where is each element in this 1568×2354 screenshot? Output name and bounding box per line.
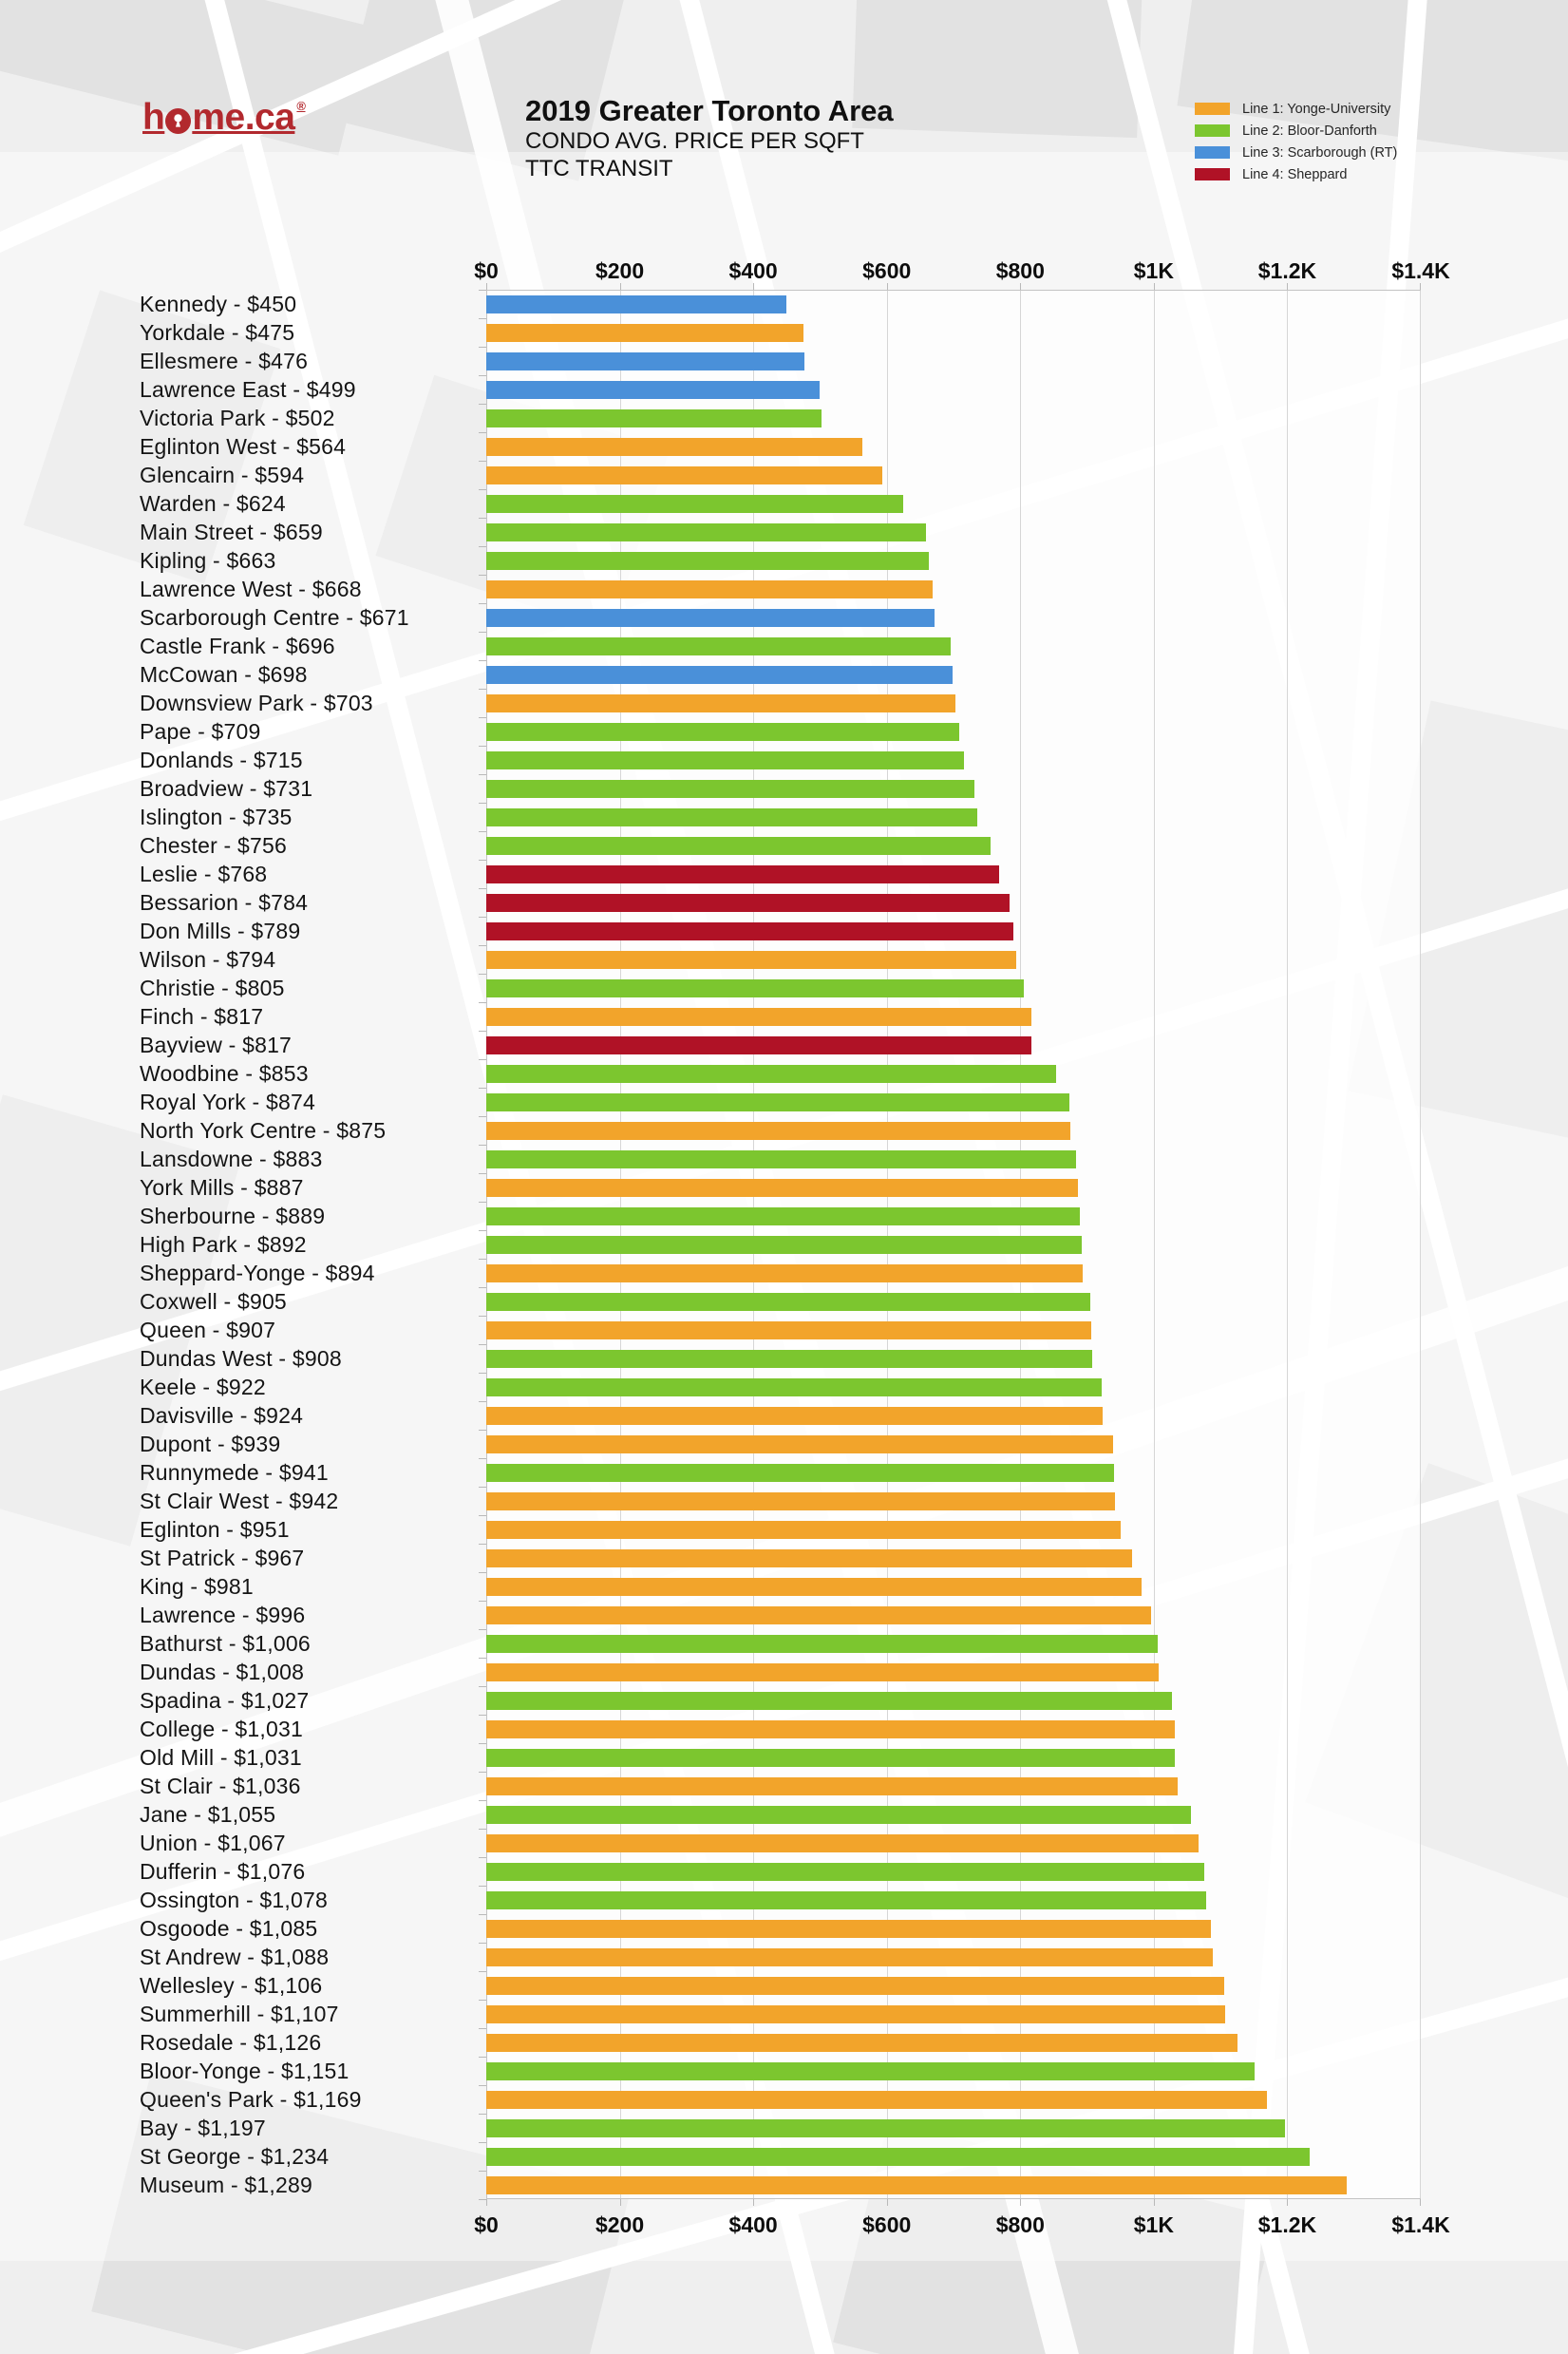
- price-bar: [486, 808, 977, 826]
- station-labels-column: [140, 290, 486, 2199]
- gridline: [1287, 290, 1288, 2199]
- tick-mark-left: [479, 575, 486, 576]
- price-bar: [486, 979, 1024, 997]
- chart-title: 2019 Greater Toronto Area: [525, 94, 894, 127]
- axis-tick-label: $1K: [1133, 258, 1174, 283]
- tick-mark-top: [486, 283, 487, 290]
- legend-swatch-line2: [1195, 124, 1230, 137]
- price-bar: [486, 1293, 1090, 1311]
- price-bar: [486, 609, 935, 627]
- axis-tick-label: $400: [728, 2212, 778, 2237]
- legend-label: Line 2: Bloor-Danforth: [1242, 123, 1377, 139]
- price-bar: [486, 1863, 1204, 1881]
- price-bar: [486, 637, 951, 655]
- station-label: Don Mills - $789: [140, 919, 301, 943]
- tick-mark-left: [479, 432, 486, 433]
- tick-mark-left: [479, 1116, 486, 1117]
- tick-mark-left: [479, 1059, 486, 1060]
- axis-tick-label: $600: [862, 2212, 912, 2237]
- tick-mark-left: [479, 660, 486, 661]
- tick-mark-left: [479, 1943, 486, 1944]
- price-bar: [486, 865, 999, 883]
- station-label: Pape - $709: [140, 719, 261, 744]
- tick-mark-left: [479, 1373, 486, 1374]
- station-label: Castle Frank - $696: [140, 634, 335, 658]
- station-label: Dupont - $939: [140, 1432, 281, 1456]
- station-label: Yorkdale - $475: [140, 320, 295, 345]
- tick-mark-top: [887, 283, 888, 290]
- tick-mark-left: [479, 1344, 486, 1345]
- tick-mark-left: [479, 1316, 486, 1317]
- station-label: Dundas West - $908: [140, 1346, 342, 1371]
- station-label: McCowan - $698: [140, 662, 308, 687]
- tick-mark-top: [1020, 283, 1021, 290]
- price-bar: [486, 2176, 1347, 2194]
- station-label: Museum - $1,289: [140, 2173, 312, 2197]
- top-spine: [486, 290, 1421, 291]
- station-label: Union - $1,067: [140, 1831, 286, 1855]
- price-bar: [486, 666, 953, 684]
- price-bar: [486, 1834, 1199, 1852]
- station-label: Queen - $907: [140, 1318, 276, 1342]
- axis-tick-label: $800: [995, 2212, 1045, 2237]
- tick-mark-left: [479, 1458, 486, 1459]
- tick-mark-left: [479, 1886, 486, 1887]
- station-label: Kipling - $663: [140, 548, 276, 573]
- price-bar: [486, 723, 959, 741]
- price-bar: [486, 922, 1013, 940]
- station-label: Davisville - $924: [140, 1403, 304, 1428]
- price-bar: [486, 894, 1010, 912]
- station-label: Dufferin - $1,076: [140, 1859, 306, 1884]
- tick-mark-left: [479, 1658, 486, 1659]
- station-label: Lansdowne - $883: [140, 1147, 323, 1171]
- station-label: St Clair West - $942: [140, 1489, 339, 1513]
- station-label: Donlands - $715: [140, 748, 303, 772]
- price-bar: [486, 1806, 1191, 1824]
- tick-mark-left: [479, 1088, 486, 1089]
- station-label: Eglinton - $951: [140, 1517, 290, 1542]
- price-bar: [486, 438, 862, 456]
- tick-mark-left: [479, 1487, 486, 1488]
- tick-mark-left: [479, 1743, 486, 1744]
- chart-subtitle-2: TTC TRANSIT: [525, 156, 673, 181]
- legend-swatch-line4: [1195, 168, 1230, 180]
- tick-mark-left: [479, 1829, 486, 1830]
- logo-text-suffix: me.ca: [192, 97, 295, 138]
- tick-mark-left: [479, 290, 486, 291]
- tick-mark-left: [479, 1259, 486, 1260]
- station-label: High Park - $892: [140, 1232, 307, 1257]
- axis-tick-label: $1.2K: [1257, 2212, 1317, 2237]
- price-bar: [486, 1977, 1224, 1995]
- registered-mark: ®: [296, 99, 306, 113]
- tick-mark-left: [479, 917, 486, 918]
- axis-tick-label: $1.2K: [1257, 258, 1317, 283]
- tick-mark-left: [479, 2057, 486, 2058]
- station-label: Lawrence West - $668: [140, 577, 362, 601]
- tick-mark-left: [479, 546, 486, 547]
- tick-mark-left: [479, 1686, 486, 1687]
- station-label: York Mills - $887: [140, 1175, 304, 1200]
- station-label: Jane - $1,055: [140, 1802, 276, 1827]
- price-bar: [486, 352, 804, 370]
- tick-mark-top: [753, 283, 754, 290]
- price-bar: [486, 2062, 1255, 2080]
- tick-mark-left: [479, 1145, 486, 1146]
- station-label: Main Street - $659: [140, 520, 323, 544]
- tick-mark-left: [479, 1629, 486, 1630]
- tick-mark-left: [479, 1544, 486, 1545]
- price-bar: [486, 2091, 1267, 2109]
- tick-mark-left: [479, 489, 486, 490]
- tick-mark-left: [479, 1515, 486, 1516]
- price-bar: [486, 1492, 1115, 1510]
- tick-mark-top: [1420, 283, 1421, 290]
- price-bar: [486, 1549, 1132, 1567]
- tick-mark-left: [479, 774, 486, 775]
- price-bar: [486, 1749, 1175, 1767]
- price-bar: [486, 1407, 1103, 1425]
- station-label: Keele - $922: [140, 1375, 266, 1399]
- station-label: King - $981: [140, 1574, 254, 1599]
- tick-mark-left: [479, 2085, 486, 2086]
- price-bar: [486, 1578, 1142, 1596]
- legend-label: Line 1: Yonge-University: [1242, 101, 1391, 117]
- price-bar: [486, 1920, 1211, 1938]
- station-label: Wellesley - $1,106: [140, 1973, 323, 1998]
- station-label: St George - $1,234: [140, 2144, 330, 2169]
- price-bar: [486, 751, 964, 769]
- price-bar: [486, 1065, 1056, 1083]
- price-bar: [486, 1350, 1092, 1368]
- axis-tick-label: $0: [474, 2212, 499, 2237]
- x-axis-top: [474, 256, 1450, 290]
- price-bar: [486, 495, 903, 513]
- tick-mark-left: [479, 717, 486, 718]
- station-label: Queen's Park - $1,169: [140, 2087, 362, 2112]
- axis-tick-label: $0: [474, 258, 499, 283]
- station-label: Eglinton West - $564: [140, 434, 347, 459]
- tick-mark-left: [479, 1914, 486, 1915]
- tick-mark-left: [479, 888, 486, 889]
- price-bar: [486, 1321, 1091, 1339]
- tick-mark-left: [479, 1772, 486, 1773]
- station-label: Bayview - $817: [140, 1033, 293, 1057]
- gridline: [1420, 290, 1421, 2199]
- tick-mark-left: [479, 831, 486, 832]
- price-bar: [486, 1150, 1076, 1168]
- price-bar: [486, 409, 822, 427]
- station-label: Bay - $1,197: [140, 2116, 266, 2140]
- station-label: Finch - $817: [140, 1004, 264, 1029]
- logo-keyhole-icon: [165, 108, 191, 134]
- tick-mark-left: [479, 318, 486, 319]
- station-label: Victoria Park - $502: [140, 406, 335, 430]
- legend-swatch-line3: [1195, 146, 1230, 159]
- legend-label: Line 4: Sheppard: [1242, 166, 1348, 182]
- station-label: Runnymede - $941: [140, 1460, 329, 1485]
- tick-mark-left: [479, 1430, 486, 1431]
- price-bar: [486, 1948, 1213, 1966]
- station-label: Sheppard-Yonge - $894: [140, 1261, 375, 1285]
- station-label: Spadina - $1,027: [140, 1688, 310, 1713]
- tick-mark-left: [479, 1971, 486, 1972]
- axis-tick-label: $200: [595, 258, 645, 283]
- tick-mark-left: [479, 1572, 486, 1573]
- station-label: Scarborough Centre - $671: [140, 605, 409, 630]
- station-label: Bathurst - $1,006: [140, 1631, 311, 1656]
- tick-mark-left: [479, 1173, 486, 1174]
- station-label: Royal York - $874: [140, 1090, 315, 1114]
- station-label: Leslie - $768: [140, 862, 268, 886]
- tick-mark-left: [479, 2142, 486, 2143]
- station-label: Wilson - $794: [140, 947, 276, 972]
- tick-mark-left: [479, 2171, 486, 2172]
- station-label: Christie - $805: [140, 976, 285, 1000]
- tick-mark-left: [479, 1800, 486, 1801]
- price-bar: [486, 951, 1016, 969]
- logo-text-prefix: h: [142, 97, 165, 138]
- plot-area: [486, 290, 1421, 2199]
- price-bar: [486, 1122, 1070, 1140]
- station-label: Sherbourne - $889: [140, 1204, 326, 1228]
- tick-mark-left: [479, 1857, 486, 1858]
- legend-item: [1195, 142, 1397, 163]
- tick-mark-top: [620, 283, 621, 290]
- station-label: Dundas - $1,008: [140, 1660, 305, 1684]
- price-bar: [486, 1207, 1080, 1225]
- homeca-logo[interactable]: [142, 89, 306, 146]
- price-bar: [486, 1663, 1159, 1681]
- price-bar: [486, 2034, 1237, 2052]
- tick-mark-left: [479, 461, 486, 462]
- price-bar: [486, 2119, 1285, 2137]
- gridline: [1154, 290, 1155, 2199]
- price-bar: [486, 694, 955, 712]
- station-label: Broadview - $731: [140, 776, 313, 801]
- station-label: Lawrence - $996: [140, 1603, 306, 1627]
- price-bar: [486, 2148, 1310, 2166]
- tick-mark-left: [479, 2000, 486, 2001]
- station-label: Coxwell - $905: [140, 1289, 287, 1314]
- station-label: Woodbine - $853: [140, 1061, 309, 1086]
- price-bar: [486, 1635, 1158, 1653]
- station-label: Ossington - $1,078: [140, 1888, 328, 1912]
- station-label: Downsview Park - $703: [140, 691, 373, 715]
- station-label: St Clair - $1,036: [140, 1774, 301, 1798]
- tick-mark-left: [479, 404, 486, 405]
- price-bar: [486, 1008, 1031, 1026]
- tick-mark-left: [479, 2199, 486, 2200]
- price-bar: [486, 1179, 1078, 1197]
- tick-mark-left: [479, 2028, 486, 2029]
- price-bar: [486, 1891, 1206, 1909]
- tick-mark-left: [479, 518, 486, 519]
- tick-mark-left: [479, 945, 486, 946]
- axis-tick-label: $800: [995, 258, 1045, 283]
- price-bar: [486, 1521, 1121, 1539]
- tick-mark-left: [479, 375, 486, 376]
- station-label: Chester - $756: [140, 833, 287, 858]
- station-label: Osgoode - $1,085: [140, 1916, 318, 1941]
- price-bar: [486, 1036, 1031, 1054]
- axis-tick-label: $1K: [1133, 2212, 1174, 2237]
- tick-mark-left: [479, 689, 486, 690]
- tick-mark-left: [479, 1601, 486, 1602]
- price-bar: [486, 1606, 1151, 1624]
- legend-label: Line 3: Scarborough (RT): [1242, 144, 1398, 161]
- tick-mark-left: [479, 1002, 486, 1003]
- tick-mark-left: [479, 1031, 486, 1032]
- legend-item: [1195, 120, 1397, 142]
- station-label: North York Centre - $875: [140, 1118, 387, 1143]
- chart-subtitle-1: CONDO AVG. PRICE PER SQFT: [525, 128, 864, 154]
- station-label: Glencairn - $594: [140, 463, 305, 487]
- price-bar: [486, 780, 974, 798]
- station-label: Bloor-Yonge - $1,151: [140, 2059, 349, 2083]
- tick-mark-left: [479, 603, 486, 604]
- price-bar: [486, 552, 929, 570]
- tick-mark-left: [479, 803, 486, 804]
- tick-mark-left: [479, 860, 486, 861]
- x-axis-bottom: [474, 2199, 1450, 2247]
- tick-mark-left: [479, 1715, 486, 1716]
- legend: [1195, 98, 1397, 185]
- price-per-sqft-chart: [140, 256, 1450, 2247]
- station-label: St Andrew - $1,088: [140, 1945, 330, 1969]
- axis-tick-label: $1.4K: [1391, 258, 1450, 283]
- station-label: Islington - $735: [140, 805, 293, 829]
- station-label: Bessarion - $784: [140, 890, 309, 915]
- price-bar: [486, 837, 991, 855]
- price-bar: [486, 324, 803, 342]
- price-bar: [486, 1692, 1172, 1710]
- axis-tick-label: $600: [862, 258, 912, 283]
- tick-mark-top: [1287, 283, 1288, 290]
- price-bar: [486, 1236, 1082, 1254]
- legend-item: [1195, 163, 1397, 185]
- station-label: College - $1,031: [140, 1717, 303, 1741]
- station-label: Summerhill - $1,107: [140, 2002, 339, 2026]
- price-bar: [486, 295, 786, 313]
- tick-mark-left: [479, 1287, 486, 1288]
- tick-mark-left: [479, 746, 486, 747]
- price-bar: [486, 523, 926, 541]
- price-bar: [486, 1264, 1083, 1282]
- price-bar: [486, 1093, 1069, 1111]
- tick-mark-left: [479, 1401, 486, 1402]
- station-label: Old Mill - $1,031: [140, 1745, 302, 1770]
- price-bar: [486, 2005, 1225, 2023]
- price-bar: [486, 1378, 1102, 1396]
- station-label: Rosedale - $1,126: [140, 2030, 322, 2055]
- price-bar: [486, 1435, 1113, 1453]
- price-bar: [486, 381, 820, 399]
- station-label: Kennedy - $450: [140, 292, 297, 316]
- tick-mark-left: [479, 632, 486, 633]
- station-label: Warden - $624: [140, 491, 286, 516]
- axis-tick-label: $400: [728, 258, 778, 283]
- price-bar: [486, 580, 933, 598]
- tick-mark-left: [479, 2114, 486, 2115]
- station-label: St Patrick - $967: [140, 1546, 305, 1570]
- station-label: Ellesmere - $476: [140, 349, 309, 373]
- legend-swatch-line1: [1195, 103, 1230, 115]
- legend-item: [1195, 98, 1397, 120]
- tick-mark-top: [1154, 283, 1155, 290]
- axis-tick-label: $1.4K: [1391, 2212, 1450, 2237]
- price-bar: [486, 466, 882, 484]
- chart-body: [140, 290, 1421, 2199]
- tick-mark-left: [479, 347, 486, 348]
- tick-mark-left: [479, 1230, 486, 1231]
- price-bar: [486, 1777, 1178, 1795]
- station-label: Lawrence East - $499: [140, 377, 356, 402]
- axis-tick-label: $200: [595, 2212, 645, 2237]
- title-block: [525, 95, 894, 182]
- price-bar: [486, 1464, 1114, 1482]
- tick-mark-left: [479, 1202, 486, 1203]
- price-bar: [486, 1720, 1175, 1738]
- tick-mark-left: [479, 974, 486, 975]
